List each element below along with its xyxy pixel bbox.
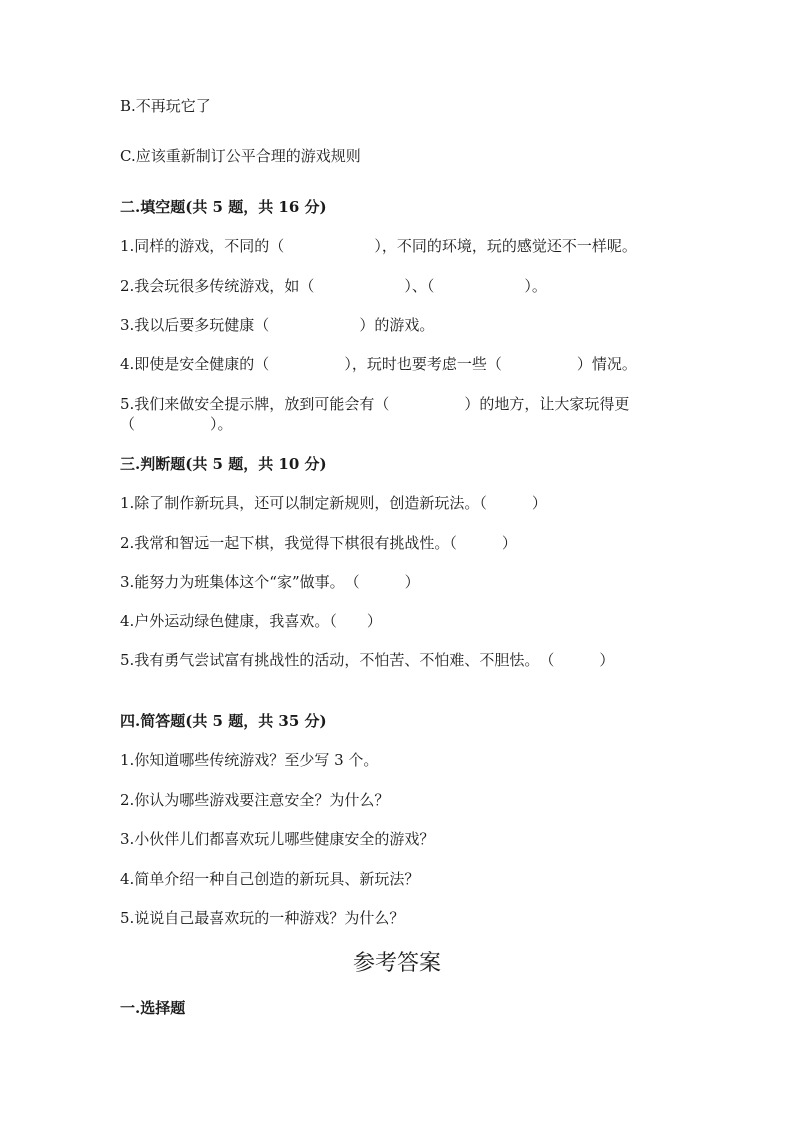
fill-blank-question-2: 2.我会玩很多传统游戏，如（ ）、（ ）。: [120, 277, 547, 295]
true-false-question-5: 5.我有勇气尝试富有挑战性的活动，不怕苦、不怕难、不胆怯。 （ ）: [120, 651, 615, 669]
short-answer-question-5: 5.说说自己最喜欢玩的一种游戏？为什么？: [120, 909, 405, 927]
true-false-question-4: 4.户外运动绿色健康，我喜欢。（ ）: [120, 612, 382, 630]
true-false-question-1: 1.除了制作新玩具，还可以制定新规则，创造新玩法。（ ）: [120, 494, 547, 512]
choice-option-c: C.应该重新制订公平合理的游戏规则: [120, 147, 361, 165]
fill-blank-question-4: 4.即使是安全健康的（ ），玩时也要考虑一些（ ）情况。: [120, 355, 637, 373]
fill-blank-question-1: 1.同样的游戏，不同的（ ），不同的环境，玩的感觉还不一样呢。: [120, 237, 637, 255]
short-answer-question-1: 1.你知道哪些传统游戏？至少写 3 个。: [120, 751, 379, 769]
true-false-question-3: 3.能努力为班集体这个“家”做事。 （ ）: [120, 573, 420, 591]
short-answer-question-3: 3.小伙伴儿们都喜欢玩儿哪些健康安全的游戏？: [120, 830, 435, 848]
section-heading-fill-blank: 二.填空题(共 5 题，共 16 分): [120, 198, 327, 216]
true-false-question-2: 2.我常和智远一起下棋，我觉得下棋很有挑战性。（ ）: [120, 534, 517, 552]
answer-key-title: 参考答案: [352, 951, 441, 976]
short-answer-question-4: 4.简单介绍一种自己创造的新玩具、新玩法？: [120, 870, 420, 888]
fill-blank-question-5-continued: （ ）。: [120, 415, 233, 433]
fill-blank-question-5: 5.我们来做安全提示牌，放到可能会有（ ）的地方，让大家玩得更: [120, 395, 630, 413]
section-heading-short-answer: 四.简答题(共 5 题，共 35 分): [120, 712, 327, 730]
answer-key-section-heading: 一.选择题: [120, 999, 186, 1017]
choice-option-b: B.不再玩它了: [120, 97, 211, 115]
short-answer-question-2: 2.你认为哪些游戏要注意安全？为什么？: [120, 791, 390, 809]
section-heading-true-false: 三.判断题(共 5 题，共 10 分): [120, 455, 327, 473]
fill-blank-question-3: 3.我以后要多玩健康（ ）的游戏。: [120, 316, 435, 334]
